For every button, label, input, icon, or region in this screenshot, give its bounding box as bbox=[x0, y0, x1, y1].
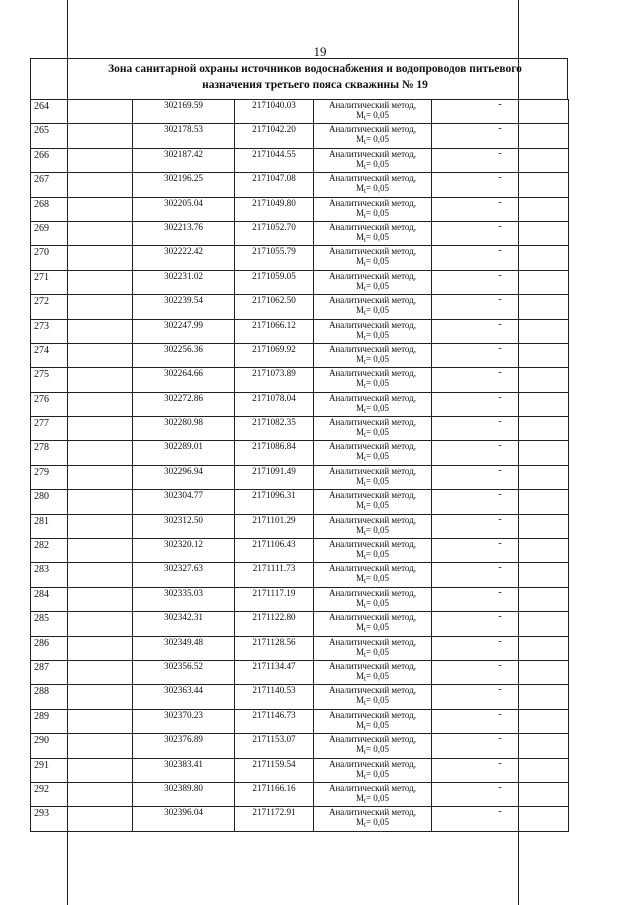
x-coordinate: 302335.03 bbox=[133, 587, 235, 611]
method-cell bbox=[314, 709, 432, 733]
dash-cell: - bbox=[432, 270, 569, 294]
y-coordinate: 2171044.55 bbox=[235, 148, 314, 172]
point-number: 284 bbox=[31, 587, 68, 611]
empty-cell bbox=[68, 197, 133, 221]
method-mt: $M_t= 0,05$ bbox=[355, 305, 390, 318]
point-number: 290 bbox=[31, 734, 68, 758]
dash-cell: - bbox=[432, 587, 569, 611]
y-coordinate: 2171082.35 bbox=[235, 417, 314, 441]
x-coordinate: 302370.23 bbox=[133, 709, 235, 733]
point-number: 274 bbox=[31, 343, 68, 367]
method-label: Аналитический метод, bbox=[328, 782, 417, 793]
y-coordinate: 2171146.73 bbox=[235, 709, 314, 733]
dash-cell: - bbox=[432, 709, 569, 733]
y-coordinate: 2171069.92 bbox=[235, 343, 314, 367]
empty-cell bbox=[68, 709, 133, 733]
method-cell bbox=[314, 587, 432, 611]
point-number: 265 bbox=[31, 124, 68, 148]
method-label: Аналитический метод, bbox=[328, 417, 417, 428]
y-coordinate: 2171117.19 bbox=[235, 587, 314, 611]
x-coordinate: 302396.04 bbox=[133, 807, 235, 831]
empty-cell bbox=[68, 612, 133, 636]
dash-cell: - bbox=[432, 392, 569, 416]
point-number: 269 bbox=[31, 221, 68, 245]
point-number: 272 bbox=[31, 295, 68, 319]
x-coordinate: 302178.53 bbox=[133, 124, 235, 148]
table-row bbox=[31, 685, 569, 709]
x-coordinate: 302363.44 bbox=[133, 685, 235, 709]
dash-cell: - bbox=[432, 295, 569, 319]
table-row bbox=[31, 246, 569, 270]
empty-cell bbox=[68, 587, 133, 611]
table-row bbox=[31, 295, 569, 319]
method-mt: $M_t= 0,05$ bbox=[355, 427, 390, 440]
point-number: 266 bbox=[31, 148, 68, 172]
x-coordinate: 302376.89 bbox=[133, 734, 235, 758]
x-coordinate: 302289.01 bbox=[133, 441, 235, 465]
method-cell bbox=[314, 295, 432, 319]
dash-cell: - bbox=[432, 636, 569, 660]
method-label: Аналитический метод, bbox=[328, 612, 417, 623]
empty-cell bbox=[68, 636, 133, 660]
dash-cell: - bbox=[432, 319, 569, 343]
y-coordinate: 2171055.79 bbox=[235, 246, 314, 270]
point-number: 283 bbox=[31, 563, 68, 587]
x-coordinate: 302327.63 bbox=[133, 563, 235, 587]
method-cell bbox=[314, 612, 432, 636]
method-label: Аналитический метод, bbox=[328, 100, 417, 110]
method-cell bbox=[314, 221, 432, 245]
method-mt: $M_t= 0,05$ bbox=[355, 744, 390, 757]
point-number: 271 bbox=[31, 270, 68, 294]
empty-cell bbox=[68, 100, 133, 124]
method-label: Аналитический метод, bbox=[328, 465, 417, 476]
method-mt: $M_t= 0,05$ bbox=[355, 817, 390, 830]
x-coordinate: 302196.25 bbox=[133, 173, 235, 197]
method-cell bbox=[314, 270, 432, 294]
method-label: Аналитический метод, bbox=[328, 124, 417, 135]
point-number: 281 bbox=[31, 514, 68, 538]
method-cell bbox=[314, 246, 432, 270]
empty-cell bbox=[68, 417, 133, 441]
y-coordinate: 2171111.73 bbox=[235, 563, 314, 587]
point-number: 291 bbox=[31, 758, 68, 782]
method-label: Аналитический метод, bbox=[328, 343, 417, 354]
point-number: 273 bbox=[31, 319, 68, 343]
coordinates-table bbox=[30, 99, 569, 832]
method-mt: $M_t= 0,05$ bbox=[355, 524, 390, 537]
method-cell bbox=[314, 124, 432, 148]
dash-cell: - bbox=[432, 221, 569, 245]
method-cell bbox=[314, 173, 432, 197]
method-mt: $M_t= 0,05$ bbox=[355, 158, 390, 171]
method-label: Аналитический метод, bbox=[328, 441, 417, 452]
empty-cell bbox=[68, 441, 133, 465]
empty-cell bbox=[68, 563, 133, 587]
dash-cell: - bbox=[432, 173, 569, 197]
method-cell bbox=[314, 734, 432, 758]
method-mt: $M_t= 0,05$ bbox=[355, 670, 390, 683]
x-coordinate: 302272.86 bbox=[133, 392, 235, 416]
table-row bbox=[31, 612, 569, 636]
method-cell bbox=[314, 148, 432, 172]
method-cell bbox=[314, 782, 432, 806]
x-coordinate: 302312.50 bbox=[133, 514, 235, 538]
point-number: 275 bbox=[31, 368, 68, 392]
dash-cell: - bbox=[432, 685, 569, 709]
point-number: 289 bbox=[31, 709, 68, 733]
method-label: Аналитический метод, bbox=[328, 270, 417, 281]
point-number: 287 bbox=[31, 660, 68, 684]
empty-cell bbox=[68, 539, 133, 563]
y-coordinate: 2171140.53 bbox=[235, 685, 314, 709]
y-coordinate: 2171153.07 bbox=[235, 734, 314, 758]
empty-cell bbox=[68, 685, 133, 709]
method-mt: $M_t= 0,05$ bbox=[355, 378, 390, 391]
dash-cell: - bbox=[432, 782, 569, 806]
table-row bbox=[31, 124, 569, 148]
y-coordinate: 2171096.31 bbox=[235, 490, 314, 514]
empty-cell bbox=[68, 221, 133, 245]
x-coordinate: 302187.42 bbox=[133, 148, 235, 172]
table-row bbox=[31, 368, 569, 392]
y-coordinate: 2171059.05 bbox=[235, 270, 314, 294]
method-cell bbox=[314, 636, 432, 660]
empty-cell bbox=[68, 758, 133, 782]
table-row bbox=[31, 148, 569, 172]
method-label: Аналитический метод, bbox=[328, 148, 417, 159]
method-cell bbox=[314, 685, 432, 709]
point-number: 268 bbox=[31, 197, 68, 221]
empty-cell bbox=[68, 173, 133, 197]
dash-cell: - bbox=[432, 441, 569, 465]
method-label: Аналитический метод, bbox=[328, 587, 417, 598]
method-mt: $M_t= 0,05$ bbox=[355, 573, 390, 586]
empty-cell bbox=[68, 660, 133, 684]
table-row bbox=[31, 636, 569, 660]
table-row bbox=[31, 197, 569, 221]
method-cell bbox=[314, 758, 432, 782]
point-number: 264 bbox=[31, 100, 68, 124]
method-mt: $M_t= 0,05$ bbox=[355, 402, 390, 415]
method-cell bbox=[314, 197, 432, 221]
table-row bbox=[31, 343, 569, 367]
table-row bbox=[31, 807, 569, 831]
point-number: 267 bbox=[31, 173, 68, 197]
table-row bbox=[31, 514, 569, 538]
empty-cell bbox=[68, 514, 133, 538]
table-row bbox=[31, 173, 569, 197]
point-number: 279 bbox=[31, 465, 68, 489]
empty-cell bbox=[68, 782, 133, 806]
point-number: 285 bbox=[31, 612, 68, 636]
method-label: Аналитический метод, bbox=[328, 539, 417, 550]
table-row bbox=[31, 782, 569, 806]
y-coordinate: 2171122.80 bbox=[235, 612, 314, 636]
method-mt: $M_t= 0,05$ bbox=[355, 110, 390, 122]
method-mt: $M_t= 0,05$ bbox=[355, 622, 390, 635]
table-row bbox=[31, 417, 569, 441]
page-title bbox=[65, 61, 565, 93]
x-coordinate: 302342.31 bbox=[133, 612, 235, 636]
point-number: 280 bbox=[31, 490, 68, 514]
method-cell bbox=[314, 100, 432, 124]
dash-cell: - bbox=[432, 124, 569, 148]
x-coordinate: 302320.12 bbox=[133, 539, 235, 563]
table-row bbox=[31, 465, 569, 489]
method-label: Аналитический метод, bbox=[328, 514, 417, 525]
empty-cell bbox=[68, 319, 133, 343]
method-cell bbox=[314, 392, 432, 416]
empty-cell bbox=[68, 734, 133, 758]
method-label: Аналитический метод, bbox=[328, 295, 417, 306]
method-mt: $M_t= 0,05$ bbox=[355, 695, 390, 708]
y-coordinate: 2171134.47 bbox=[235, 660, 314, 684]
method-mt: $M_t= 0,05$ bbox=[355, 231, 390, 244]
page-number: 19 bbox=[313, 44, 327, 59]
y-coordinate: 2171128.56 bbox=[235, 636, 314, 660]
method-cell bbox=[314, 343, 432, 367]
point-number: 286 bbox=[31, 636, 68, 660]
method-cell bbox=[314, 417, 432, 441]
dash-cell: - bbox=[432, 148, 569, 172]
method-label: Аналитический метод, bbox=[328, 490, 417, 501]
dash-cell: - bbox=[432, 758, 569, 782]
method-mt: $M_t= 0,05$ bbox=[355, 451, 390, 464]
method-label: Аналитический метод, bbox=[328, 734, 417, 745]
method-mt: $M_t= 0,05$ bbox=[355, 353, 390, 366]
y-coordinate: 2171159.54 bbox=[235, 758, 314, 782]
empty-cell bbox=[68, 368, 133, 392]
method-label: Аналитический метод, bbox=[328, 319, 417, 330]
x-coordinate: 302256.36 bbox=[133, 343, 235, 367]
dash-cell: - bbox=[432, 417, 569, 441]
table-row bbox=[31, 270, 569, 294]
y-coordinate: 2171062.50 bbox=[235, 295, 314, 319]
x-coordinate: 302231.02 bbox=[133, 270, 235, 294]
method-label: Аналитический метод, bbox=[328, 685, 417, 696]
y-coordinate: 2171101.29 bbox=[235, 514, 314, 538]
empty-cell bbox=[68, 490, 133, 514]
y-coordinate: 2171047.08 bbox=[235, 173, 314, 197]
empty-cell bbox=[68, 465, 133, 489]
y-coordinate: 2171106.43 bbox=[235, 539, 314, 563]
point-number: 270 bbox=[31, 246, 68, 270]
method-mt: $M_t= 0,05$ bbox=[355, 597, 390, 610]
method-label: Аналитический метод, bbox=[328, 392, 417, 403]
table-row bbox=[31, 734, 569, 758]
table-row bbox=[31, 709, 569, 733]
dash-cell: - bbox=[432, 197, 569, 221]
method-label: Аналитический метод, bbox=[328, 173, 417, 184]
title-line-1: Зона санитарной охраны источников водоснабжения и водопроводов питьевого bbox=[108, 63, 522, 75]
table-row bbox=[31, 100, 569, 124]
y-coordinate: 2171091.49 bbox=[235, 465, 314, 489]
x-coordinate: 302304.77 bbox=[133, 490, 235, 514]
method-label: Аналитический метод, bbox=[328, 807, 417, 818]
method-mt: $M_t= 0,05$ bbox=[355, 500, 390, 513]
method-label: Аналитический метод, bbox=[328, 758, 417, 769]
table-row bbox=[31, 490, 569, 514]
method-label: Аналитический метод, bbox=[328, 221, 417, 232]
table-row bbox=[31, 660, 569, 684]
method-mt: $M_t= 0,05$ bbox=[355, 329, 390, 342]
x-coordinate: 302383.41 bbox=[133, 758, 235, 782]
x-coordinate: 302349.48 bbox=[133, 636, 235, 660]
method-label: Аналитический метод, bbox=[328, 563, 417, 574]
dash-cell: - bbox=[432, 563, 569, 587]
x-coordinate: 302239.54 bbox=[133, 295, 235, 319]
y-coordinate: 2171086.84 bbox=[235, 441, 314, 465]
table-row bbox=[31, 587, 569, 611]
empty-cell bbox=[68, 270, 133, 294]
y-coordinate: 2171078.04 bbox=[235, 392, 314, 416]
dash-cell: - bbox=[432, 660, 569, 684]
method-mt: $M_t= 0,05$ bbox=[355, 646, 390, 659]
table-header bbox=[30, 58, 568, 100]
point-number: 282 bbox=[31, 539, 68, 563]
x-coordinate: 302356.52 bbox=[133, 660, 235, 684]
point-number: 278 bbox=[31, 441, 68, 465]
y-coordinate: 2171166.16 bbox=[235, 782, 314, 806]
dash-cell: - bbox=[432, 807, 569, 831]
method-cell bbox=[314, 563, 432, 587]
dash-cell: - bbox=[432, 100, 569, 124]
method-mt: $M_t= 0,05$ bbox=[355, 549, 390, 562]
method-label: Аналитический метод, bbox=[328, 246, 417, 257]
point-number: 293 bbox=[31, 807, 68, 831]
dash-cell: - bbox=[432, 514, 569, 538]
method-cell bbox=[314, 490, 432, 514]
method-mt: $M_t= 0,05$ bbox=[355, 183, 390, 196]
point-number: 277 bbox=[31, 417, 68, 441]
empty-cell bbox=[68, 246, 133, 270]
method-cell bbox=[314, 660, 432, 684]
point-number: 292 bbox=[31, 782, 68, 806]
y-coordinate: 2171042.20 bbox=[235, 124, 314, 148]
table-row bbox=[31, 441, 569, 465]
method-cell bbox=[314, 441, 432, 465]
table-row bbox=[31, 539, 569, 563]
method-cell bbox=[314, 319, 432, 343]
x-coordinate: 302205.04 bbox=[133, 197, 235, 221]
y-coordinate: 2171040.03 bbox=[235, 100, 314, 124]
x-coordinate: 302389.80 bbox=[133, 782, 235, 806]
dash-cell: - bbox=[432, 343, 569, 367]
x-coordinate: 302222.42 bbox=[133, 246, 235, 270]
empty-cell bbox=[68, 295, 133, 319]
method-cell bbox=[314, 465, 432, 489]
method-mt: $M_t= 0,05$ bbox=[355, 134, 390, 147]
method-cell bbox=[314, 539, 432, 563]
dash-cell: - bbox=[432, 246, 569, 270]
point-number: 276 bbox=[31, 392, 68, 416]
dash-cell: - bbox=[432, 612, 569, 636]
empty-cell bbox=[68, 392, 133, 416]
method-mt: $M_t= 0,05$ bbox=[355, 207, 390, 220]
method-mt: $M_t= 0,05$ bbox=[355, 256, 390, 269]
method-label: Аналитический метод, bbox=[328, 197, 417, 208]
x-coordinate: 302280.98 bbox=[133, 417, 235, 441]
table-body bbox=[31, 100, 569, 832]
method-mt: $M_t= 0,05$ bbox=[355, 792, 390, 805]
y-coordinate: 2171066.12 bbox=[235, 319, 314, 343]
x-coordinate: 302296.94 bbox=[133, 465, 235, 489]
method-mt: $M_t= 0,05$ bbox=[355, 475, 390, 488]
table-row bbox=[31, 221, 569, 245]
table-row bbox=[31, 758, 569, 782]
point-number: 288 bbox=[31, 685, 68, 709]
empty-cell bbox=[68, 807, 133, 831]
method-cell bbox=[314, 807, 432, 831]
dash-cell: - bbox=[432, 539, 569, 563]
dash-cell: - bbox=[432, 368, 569, 392]
x-coordinate: 302247.99 bbox=[133, 319, 235, 343]
dash-cell: - bbox=[432, 734, 569, 758]
empty-cell bbox=[68, 148, 133, 172]
method-label: Аналитический метод, bbox=[328, 660, 417, 671]
y-coordinate: 2171073.89 bbox=[235, 368, 314, 392]
y-coordinate: 2171052.70 bbox=[235, 221, 314, 245]
method-label: Аналитический метод, bbox=[328, 368, 417, 379]
dash-cell: - bbox=[432, 465, 569, 489]
method-label: Аналитический метод, bbox=[328, 709, 417, 720]
table-row bbox=[31, 392, 569, 416]
title-line-2: назначения третьего пояса скважины № 19 bbox=[202, 79, 428, 91]
method-mt: $M_t= 0,05$ bbox=[355, 768, 390, 781]
method-cell bbox=[314, 368, 432, 392]
table-row bbox=[31, 319, 569, 343]
x-coordinate: 302169.59 bbox=[133, 100, 235, 124]
x-coordinate: 302264.66 bbox=[133, 368, 235, 392]
dash-cell: - bbox=[432, 490, 569, 514]
table-row bbox=[31, 563, 569, 587]
method-cell bbox=[314, 514, 432, 538]
method-mt: $M_t= 0,05$ bbox=[355, 280, 390, 293]
empty-cell bbox=[68, 343, 133, 367]
empty-cell bbox=[68, 124, 133, 148]
method-label: Аналитический метод, bbox=[328, 636, 417, 647]
x-coordinate: 302213.76 bbox=[133, 221, 235, 245]
y-coordinate: 2171172.91 bbox=[235, 807, 314, 831]
y-coordinate: 2171049.80 bbox=[235, 197, 314, 221]
method-mt: $M_t= 0,05$ bbox=[355, 719, 390, 732]
